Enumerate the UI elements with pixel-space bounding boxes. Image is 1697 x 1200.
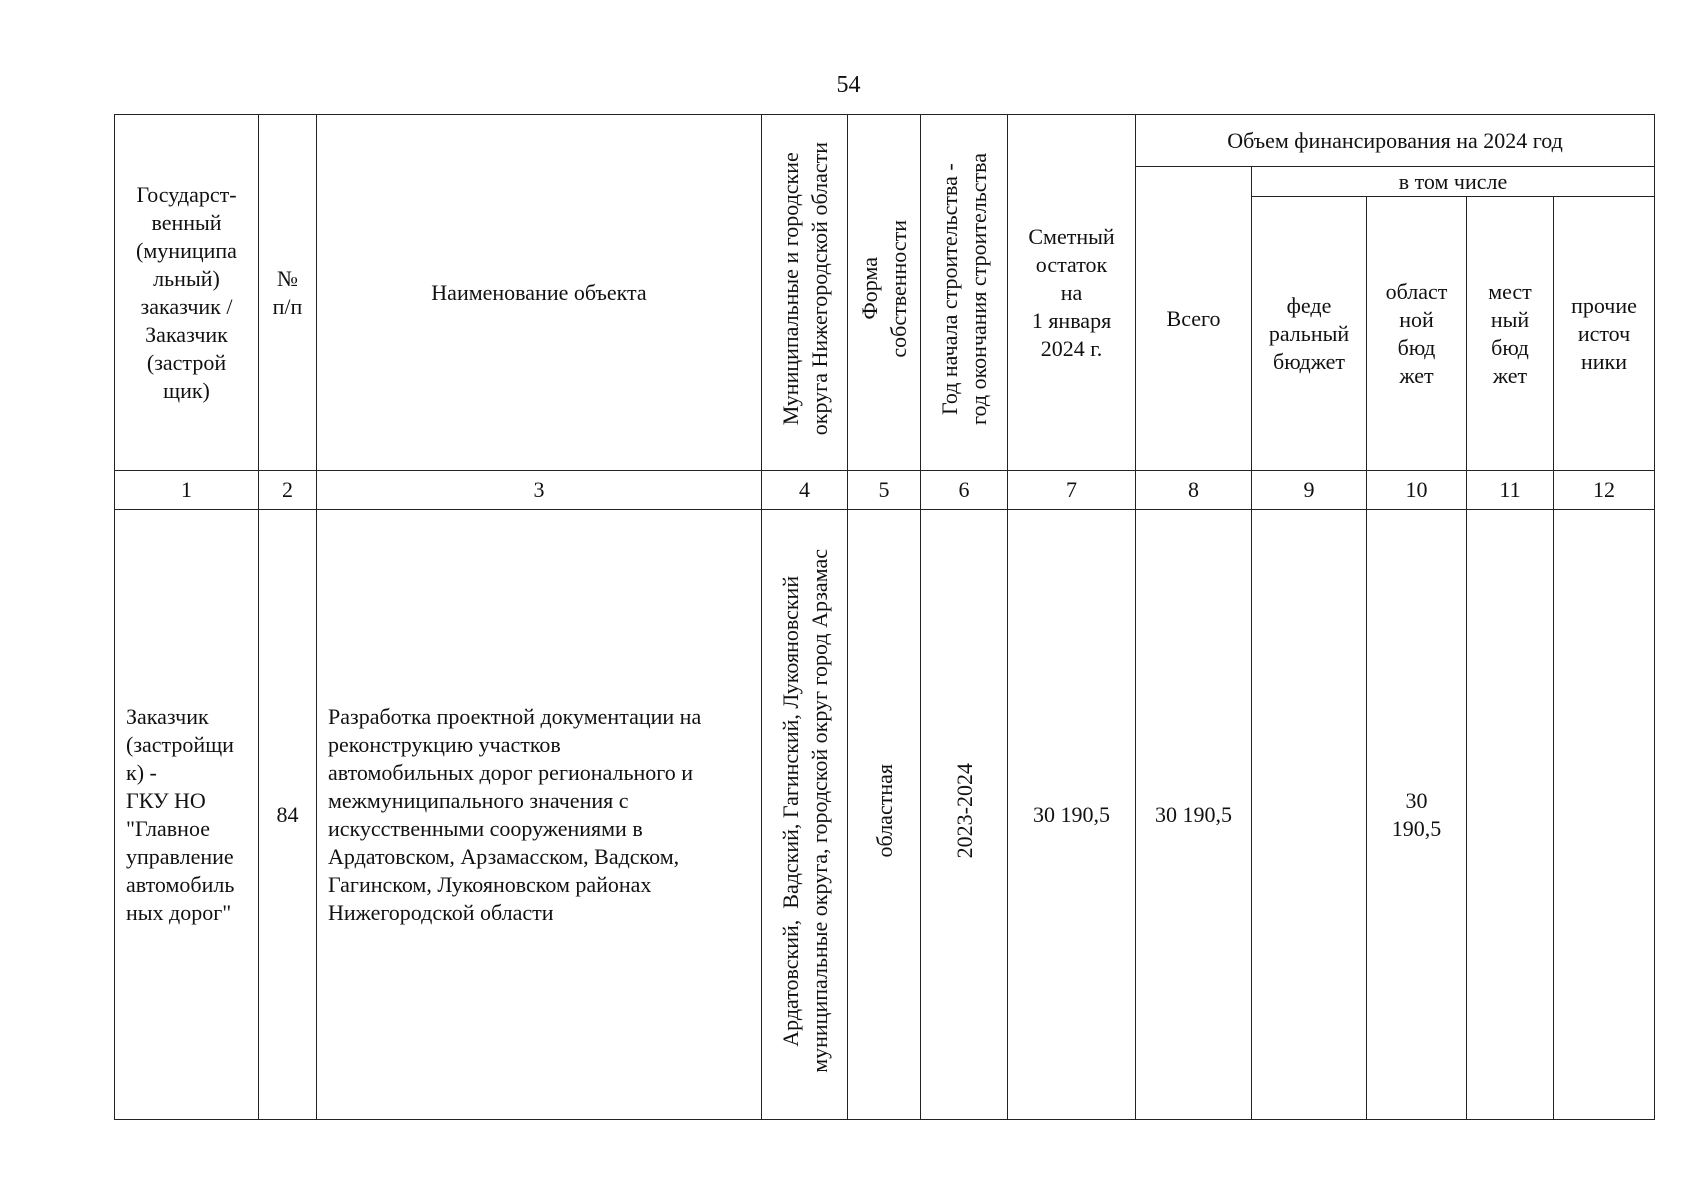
header-customer: Государст- венный (муниципа льный) заказчик / Заказчик (застрой щик) xyxy=(115,115,259,471)
cell-ownership xyxy=(848,510,921,1120)
cell-municipalities xyxy=(762,510,848,1120)
cell-object-name: Разработка проектной документации на реконструкцию участков автомобильных дорог регионального и межмуниципального значения с искусственными сооружениями в Ардатовском, Арзамасском, Вадском, Гагинском, Лукояновском районах Нижегородской области xyxy=(317,510,762,1120)
column-number: 7 xyxy=(1008,471,1136,510)
header-local: мест ный бюд жет xyxy=(1467,197,1554,471)
financing-table xyxy=(114,114,1655,1120)
header-financing-title: Объем финансирования на 2024 год xyxy=(1136,115,1655,167)
header-object-name: Наименование объекта xyxy=(317,115,762,471)
cell-years-text: 2023-2024 xyxy=(951,763,977,859)
cell-ownership-text: областная xyxy=(871,764,897,858)
header-years-text: Год начала строительства - год окончания строительства xyxy=(937,153,991,425)
cell-local xyxy=(1467,510,1554,1120)
header-total: Всего xyxy=(1136,167,1252,471)
header-estimated-balance: Сметный остаток на 1 января 2024 г. xyxy=(1008,115,1136,471)
column-number: 2 xyxy=(259,471,317,510)
header-other: прочие источ ники xyxy=(1554,197,1655,471)
table-row xyxy=(115,510,1655,1120)
column-number: 8 xyxy=(1136,471,1252,510)
header-regional: област ной бюд жет xyxy=(1367,197,1467,471)
cell-number: 84 xyxy=(259,510,317,1120)
column-number: 3 xyxy=(317,471,762,510)
header-municipalities-text: Муниципальные и городские округа Нижегородской области xyxy=(777,142,832,436)
column-number: 1 xyxy=(115,471,259,510)
cell-years xyxy=(921,510,1008,1120)
header-ownership-text: Форма собственности xyxy=(857,220,911,358)
header-years xyxy=(921,115,1008,471)
column-number: 9 xyxy=(1252,471,1367,510)
column-number: 5 xyxy=(848,471,921,510)
column-number: 4 xyxy=(762,471,848,510)
cell-estimated-balance: 30 190,5 xyxy=(1008,510,1136,1120)
header-federal: феде ральный бюджет xyxy=(1252,197,1367,471)
column-number: 10 xyxy=(1367,471,1467,510)
cell-municipalities-text: Ардатовский, Вадский, Гагинский, Лукояновский муниципальные округа, городской округ город Арзамас xyxy=(777,549,832,1073)
header-ownership xyxy=(848,115,921,471)
cell-customer: Заказчик (застройщи к) - ГКУ НО "Главное управление автомобиль ных дорог" xyxy=(115,510,259,1120)
cell-federal xyxy=(1252,510,1367,1120)
header-including: в том числе xyxy=(1252,167,1655,197)
page-number: 54 xyxy=(836,72,861,98)
cell-other xyxy=(1554,510,1655,1120)
column-number: 6 xyxy=(921,471,1008,510)
column-number: 11 xyxy=(1467,471,1554,510)
cell-total: 30 190,5 xyxy=(1136,510,1252,1120)
header-municipalities xyxy=(762,115,848,471)
header-number: № п/п xyxy=(259,115,317,471)
column-number: 12 xyxy=(1554,471,1655,510)
cell-regional: 30 190,5 xyxy=(1367,510,1467,1120)
